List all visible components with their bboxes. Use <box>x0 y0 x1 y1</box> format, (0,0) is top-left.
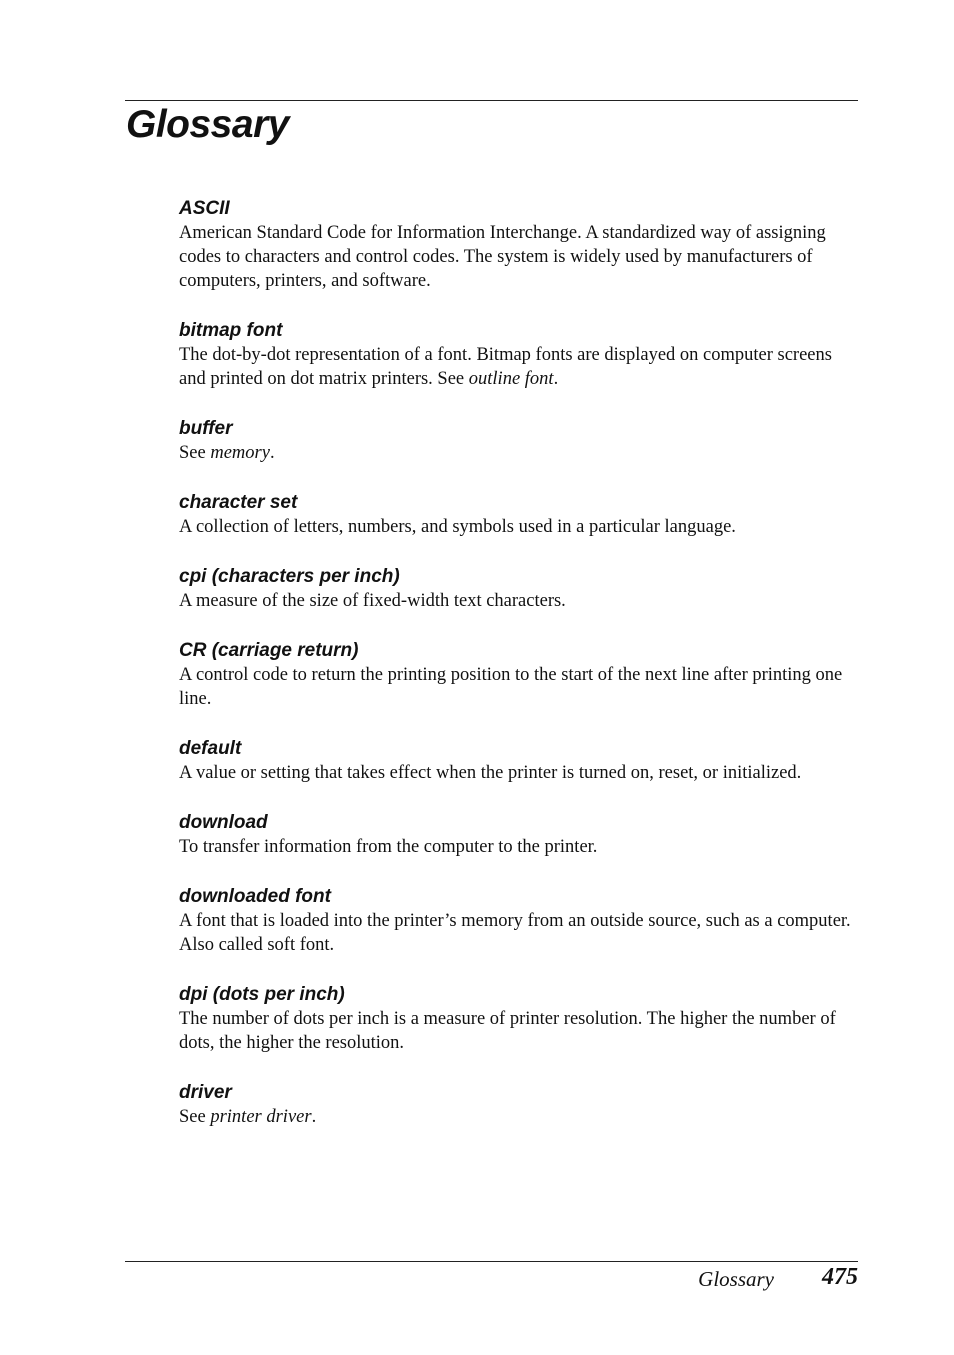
glossary-entry <box>179 564 859 613</box>
glossary-term: download <box>179 812 268 833</box>
definition-text: A font that is loaded into the printer’s memory from an outside source, such as a computer. Also called soft font. <box>179 911 851 955</box>
glossary-definition <box>179 515 859 539</box>
glossary-term: character set <box>179 492 298 513</box>
definition-text: See <box>179 1107 211 1127</box>
glossary-term: dpi (dots per inch) <box>179 984 345 1005</box>
glossary-entry <box>179 318 859 391</box>
definition-text: A measure of the size of fixed-width text characters. <box>179 591 566 611</box>
cross-reference: outline font <box>468 369 554 389</box>
definition-text: A collection of letters, numbers, and symbols used in a particular language. <box>179 517 736 537</box>
glossary-entry <box>179 884 859 957</box>
glossary-entry <box>179 638 859 711</box>
cross-reference: printer driver <box>210 1107 312 1127</box>
glossary-term: cpi (characters per inch) <box>179 566 400 587</box>
definition-text: The dot-by-dot representation of a font. Bitmap fonts are displayed on computer screens and printed on dot matrix printers. See <box>179 345 832 389</box>
glossary-definition <box>179 343 859 391</box>
footer-rule <box>125 1261 858 1262</box>
cross-reference: memory <box>210 443 270 463</box>
glossary-definition <box>179 761 859 785</box>
definition-text: To transfer information from the computer to the printer. <box>179 837 598 857</box>
glossary-entry <box>179 196 859 293</box>
glossary-definition <box>179 835 859 859</box>
glossary-definition <box>179 1105 859 1129</box>
definition-text: American Standard Code for Information Interchange. A standardized way of assigning codes to characters and control codes. The system is widely used by manufacturers of computers, printers, and software. <box>179 223 826 291</box>
glossary-term: buffer <box>179 418 233 439</box>
page-number: 475 <box>822 1264 858 1290</box>
glossary-definition <box>179 441 859 465</box>
footer-section-label: Glossary <box>698 1267 774 1291</box>
glossary-entry <box>179 736 859 785</box>
glossary-entry <box>179 490 859 539</box>
glossary-definition <box>179 221 859 293</box>
definition-text: A control code to return the printing position to the start of the next line after printing one line. <box>179 665 843 709</box>
glossary-term: driver <box>179 1082 232 1103</box>
glossary-definition <box>179 589 859 613</box>
glossary-term: default <box>179 738 242 759</box>
glossary-definition <box>179 663 859 711</box>
glossary-entry <box>179 982 859 1055</box>
glossary-list <box>179 196 859 1154</box>
page-title: Glossary <box>126 103 289 146</box>
definition-text: A value or setting that takes effect when the printer is turned on, reset, or initialized. <box>179 763 802 783</box>
definition-end: . <box>311 1107 317 1127</box>
glossary-definition <box>179 1007 859 1055</box>
definition-text: The number of dots per inch is a measure of printer resolution. The higher the number of dots, the higher the resolution. <box>179 1009 836 1053</box>
glossary-entry <box>179 416 859 465</box>
glossary-definition <box>179 909 859 957</box>
glossary-term: CR (carriage return) <box>179 640 359 661</box>
definition-end: . <box>553 369 559 389</box>
glossary-entry <box>179 1080 859 1129</box>
glossary-term: bitmap font <box>179 320 283 341</box>
glossary-term: ASCII <box>179 198 230 219</box>
glossary-term: downloaded font <box>179 886 331 907</box>
definition-end: . <box>269 443 275 463</box>
definition-text: See <box>179 443 211 463</box>
glossary-entry <box>179 810 859 859</box>
